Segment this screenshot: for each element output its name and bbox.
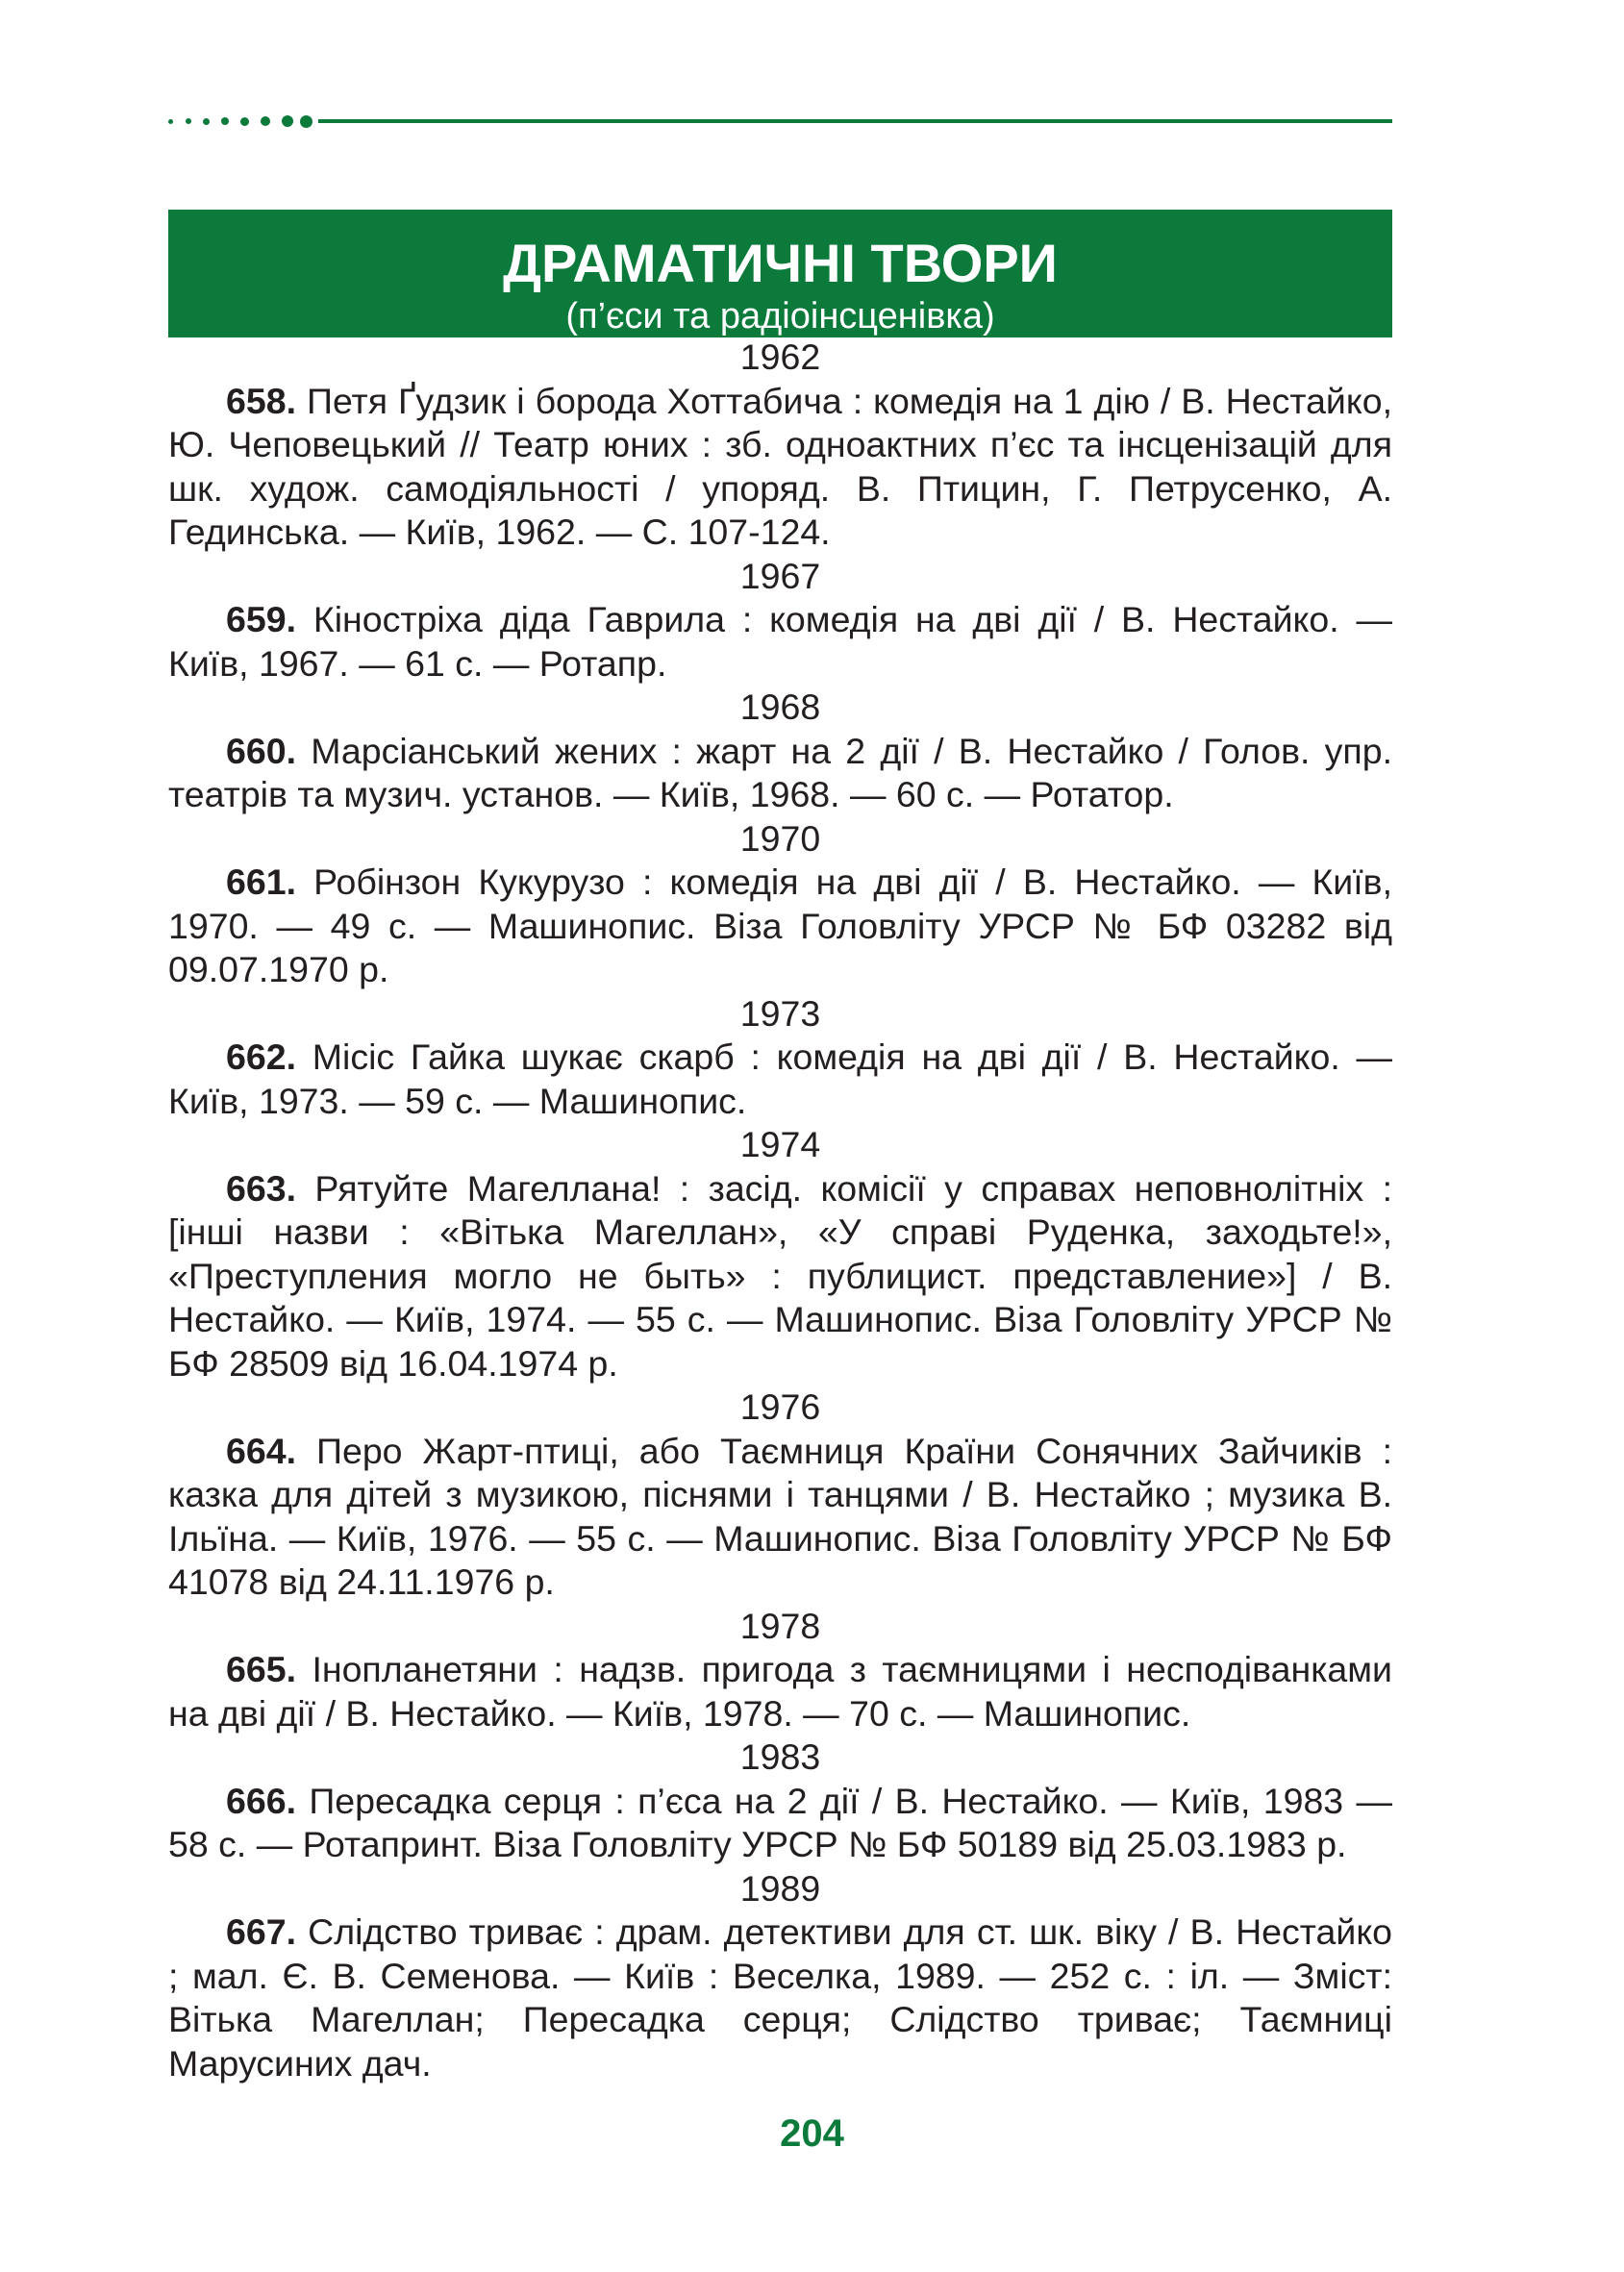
rule-dot (282, 115, 293, 127)
bibliography-entry (168, 1036, 1392, 1123)
entry-number: 666. (226, 1780, 296, 1821)
entry-text: Рятуйте Магеллана! : засід. комісії у справах неповнолітніх : [інші назви : «Вітька Магеллан», «У справі Руденка, заходьте!», «Преступления могло не быть» : публицист. представление»] / В. Нестайко. — Київ, 1974. — 55 с. — Машинопис. Віза Головліту УРСР № БФ 28509 від 16.04.1974 р. (168, 1167, 1393, 1384)
entry-text: Інопланетяни : надзв. пригода з таємницями і несподіванками на дві дії / В. Нестайко. — Київ, 1978. — 70 с. — Машинопис. (168, 1649, 1393, 1734)
rule-dot (203, 118, 210, 125)
entry-text: Слідство триває : драм. детективи для ст. шк. віку / В. Нестайко ; мал. Є. В. Семенова. — Київ : Веселка, 1989. — 252 с. : іл. — Зміст: Вітька Магеллан; Пересадка серця; Слідство триває; Таємниці Марусиних дач. (168, 1911, 1393, 2084)
entry-number: 660. (226, 730, 296, 771)
section-title: ДРАМАТИЧНІ ТВОРИ (503, 233, 1058, 293)
section-banner (168, 210, 1392, 337)
entry-number: 659. (226, 599, 296, 639)
year-heading: 1978 (739, 1605, 821, 1646)
year-heading: 1967 (739, 555, 821, 596)
bibliography-entry (168, 1648, 1392, 1735)
entry-number: 667. (226, 1911, 296, 1952)
bibliography-entry (168, 1167, 1392, 1386)
bibliography-entry (168, 861, 1392, 992)
bibliography-entry (168, 730, 1392, 817)
section-subtitle: (п’єси та радіоінсценівка) (565, 296, 995, 337)
bibliography-list (168, 336, 1392, 2085)
entry-text: Пересадка серця : п’єса на 2 дії / В. Нестайко. — Київ, 1983 — 58 с. — Ротапринт. Віза Головліту УРСР № БФ 50189 від 25.03.1983 р. (168, 1780, 1392, 1864)
year-heading: 1976 (739, 1386, 821, 1427)
rule-dot (240, 117, 249, 126)
bibliography-entry (168, 1430, 1392, 1605)
entry-text: Робінзон Кукурузо : комедія на дві дії / В. Нестайко. — Київ, 1970. — 49 с. — Машинопис. Віза Головліту УРСР № БФ 03282 від 09.07.1970 р. (168, 861, 1393, 989)
rule-dot (221, 117, 229, 125)
year-heading: 1962 (739, 337, 821, 377)
entry-text: Марсіанський жених : жарт на 2 дії / В. Нестайко / Голов. упр. театрів та музич. установ. — Київ, 1968. — 60 с. — Ротатор. (168, 730, 1392, 814)
rule-dot (186, 118, 191, 124)
entry-number: 663. (226, 1167, 296, 1209)
entry-text: Перо Жарт-птиці, або Таємниця Країни Сонячних Зайчиків : казка для дітей з музикою, піснями і танцями / В. Нестайко ; музика В. Ільїна. — Київ, 1976. — 55 с. — Машинопис. Віза Головліту УРСР № БФ 41078 від 24.11.1976 р. (168, 1430, 1393, 1602)
entry-number: 658. (226, 380, 296, 421)
entry-number: 662. (226, 1036, 296, 1077)
entry-text: Петя Ґудзик і борода Хоттабича : комедія на 1 дію / В. Нестайко, Ю. Чеповецький // Театр юних : зб. одноактних п’єс та інсценізацій для шк. худож. самодіяльності / упоряд. В. Птицин, Г. Петрусенко, А. Гединська. — Київ, 1962. — С. 107-124. (168, 380, 1392, 552)
page-number: 204 (780, 2112, 844, 2155)
entry-number: 665. (226, 1649, 296, 1689)
bibliography-entry (168, 1910, 1392, 2085)
entry-text: Місіс Гайка шукає скарб : комедія на дві дії / В. Нестайко. — Київ, 1973. — 59 с. — Машинопис. (168, 1036, 1393, 1121)
rule-dot (168, 119, 173, 124)
entry-text: Кіностріха діда Гаврила : комедія на дві дії / В. Нестайко. — Київ, 1967. — 61 с. — Ротапр. (168, 599, 1392, 684)
year-heading: 1974 (739, 1124, 821, 1164)
year-heading: 1968 (739, 687, 821, 727)
year-heading: 1970 (739, 817, 821, 859)
bibliography-entry (168, 1780, 1392, 1867)
bibliography-entry (168, 598, 1392, 686)
rule-line (318, 119, 1392, 123)
bibliography-entry (168, 380, 1392, 555)
entry-number: 661. (226, 861, 296, 902)
entry-number: 664. (226, 1430, 296, 1471)
rule-dot (261, 116, 270, 126)
header-decorative-rule (168, 114, 1392, 128)
rule-dot (300, 115, 312, 128)
year-heading: 1973 (739, 992, 821, 1034)
year-heading: 1989 (739, 1867, 821, 1909)
year-heading: 1983 (739, 1736, 821, 1777)
